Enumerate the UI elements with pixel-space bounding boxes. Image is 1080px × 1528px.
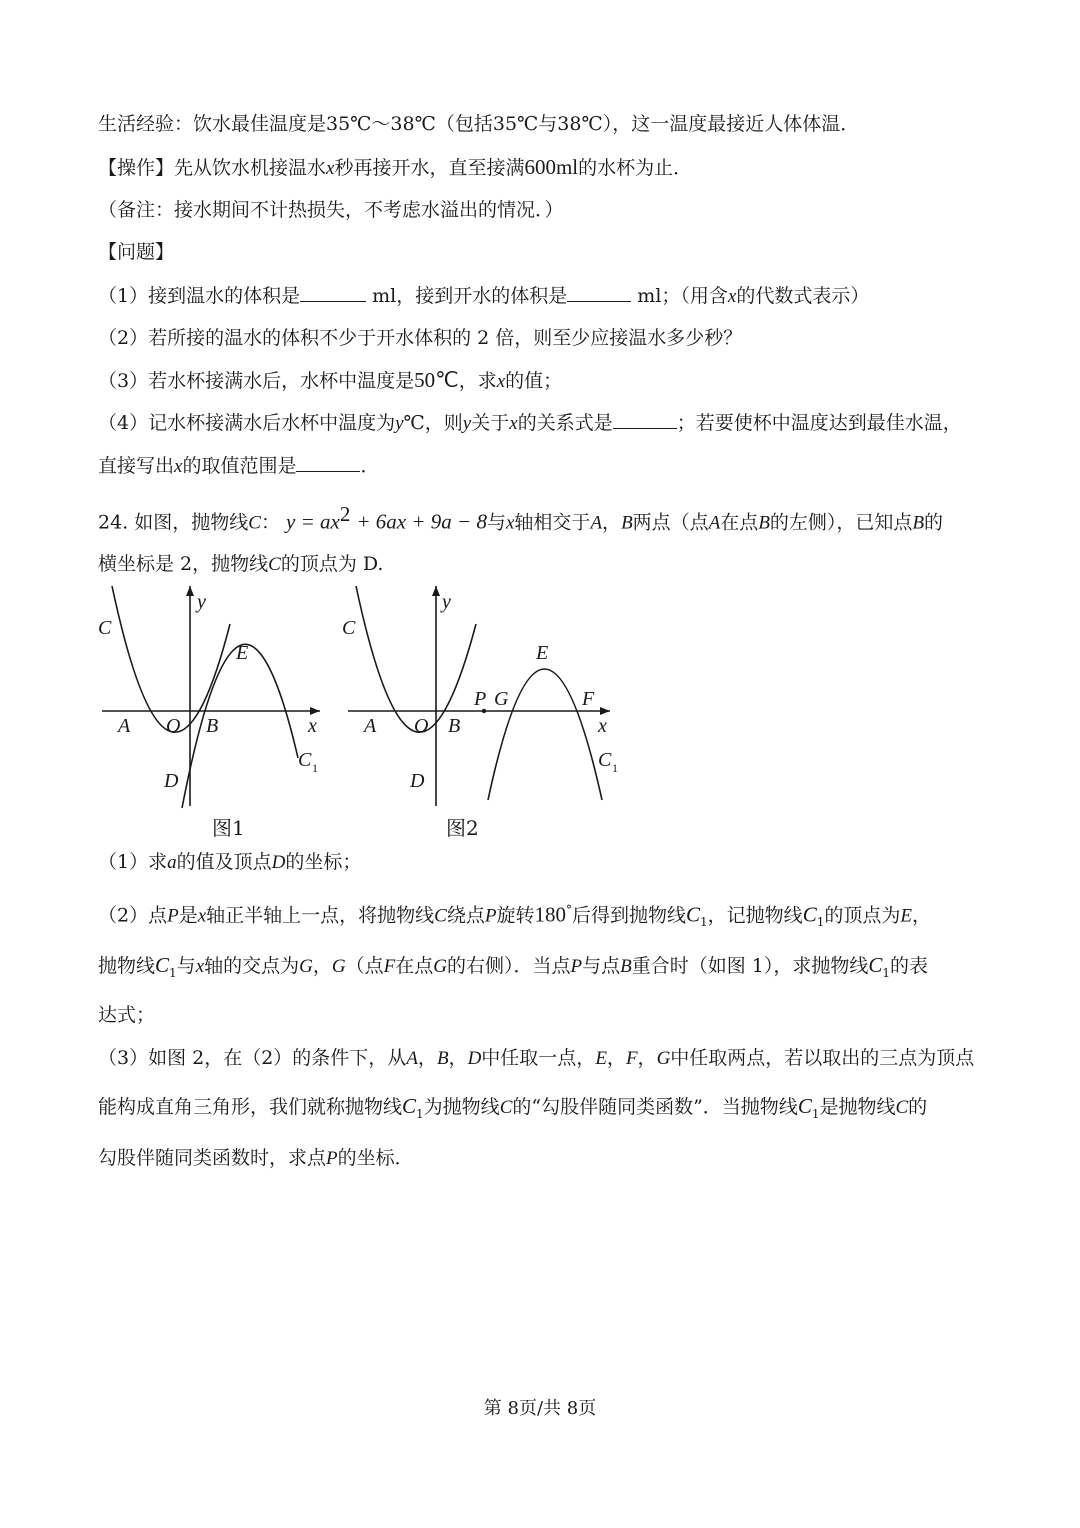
answer-blank bbox=[613, 410, 677, 429]
subquestion-2-cont: 抛物线$C_1$与x轴的交点为G，G（点F在点G的右侧）．当点P与点B重合时（如图 1），求抛物线$C_1$的表 bbox=[98, 953, 929, 980]
label-E: E bbox=[536, 642, 549, 664]
label-D: D bbox=[410, 770, 425, 792]
heading-question: 【问题】 bbox=[98, 241, 175, 263]
text-line-3: （备注：接水期间不计热损失，不考虑水溢出的情况．） bbox=[98, 199, 564, 221]
question-1: （1）接到温水的体积是 ml，接到开水的体积是 ml；（用含x的代数式表示） bbox=[98, 285, 870, 307]
label-C: C bbox=[342, 617, 356, 639]
subquestion-2: （2）点P是x轴正半轴上一点，将抛物线C绕点P旋转180°后得到抛物线$C_1$，记抛物线$C_1$的顶点为E， bbox=[98, 902, 931, 930]
question-4: （4）记水杯接满水后水杯中温度为y℃，则y关于x的关系式是 ；若要使杯中温度达到最佳水温， bbox=[98, 412, 962, 434]
label-F: F bbox=[582, 688, 595, 710]
label-O: O bbox=[166, 715, 181, 737]
label-D: D bbox=[164, 770, 179, 792]
problem-24-line-2: 横坐标是 2，抛物线C的顶点为 D. bbox=[98, 553, 384, 575]
subquestion-2-end: 达式； bbox=[98, 1004, 156, 1026]
subquestion-3: （3）如图 2，在（2）的条件下，从A，B，D中任取一点，E，F，G中任取两点，若以取出的三点为顶点 bbox=[98, 1047, 975, 1069]
question-2: （2）若所接的温水的体积不少于开水体积的 2 倍，则至少应接温水多少秒？ bbox=[98, 327, 743, 349]
label-C1-sub: 1 bbox=[312, 761, 318, 775]
label-C1: C bbox=[598, 749, 612, 771]
text-line-2: 【操作】先从饮水机接温水x秒再接开水，直至接满600ml的水杯为止． bbox=[98, 155, 693, 179]
label-A: A bbox=[118, 715, 131, 737]
answer-blank bbox=[300, 283, 366, 302]
label-E: E bbox=[236, 642, 249, 664]
label-y: y bbox=[197, 591, 206, 613]
subquestion-1: （1）求a的值及顶点D的坐标； bbox=[98, 851, 362, 873]
label-y: y bbox=[442, 591, 451, 613]
label-C1-sub: 1 bbox=[612, 761, 618, 775]
label-O: O bbox=[414, 715, 429, 737]
problem-24-line-1: 24. 如图，抛物线C： $y = ax^2 + 6ax + 9a - 8$与x轴相交于A，B两点（点A在点B的左侧），已知点B的 bbox=[98, 502, 944, 534]
text-line-1: 生活经验：饮水最佳温度是35℃～38℃（包括35℃与38℃），这一温度最接近人体体温． bbox=[98, 113, 860, 135]
question-3: （3）若水杯接满水后，水杯中温度是50℃，求x的值； bbox=[98, 368, 563, 392]
figure-1 bbox=[90, 578, 330, 818]
figure-2 bbox=[334, 578, 634, 818]
answer-blank bbox=[567, 283, 631, 302]
subquestion-3-cont: 能构成直角三角形，我们就称抛物线$C_1$为抛物线C的“勾股伴随同类函数”．当抛物线$C_1$是抛物线C的 bbox=[98, 1094, 928, 1121]
question-4-cont: 直接写出x的取值范围是 ． bbox=[98, 455, 380, 477]
label-C: C bbox=[98, 617, 112, 639]
label-C1: C bbox=[298, 749, 312, 771]
figure-2-caption: 图2 bbox=[446, 816, 479, 840]
subquestion-3-end: 勾股伴随同类函数时，求点P的坐标． bbox=[98, 1147, 414, 1169]
label-A: A bbox=[364, 715, 377, 737]
label-G: G bbox=[494, 688, 509, 710]
label-x: x bbox=[308, 715, 317, 737]
label-B: B bbox=[206, 715, 219, 737]
answer-blank bbox=[296, 453, 360, 472]
page-footer: 第 8页/共 8页 bbox=[483, 1398, 597, 1419]
label-B: B bbox=[448, 715, 461, 737]
label-x: x bbox=[598, 715, 607, 737]
figure-1-caption: 图1 bbox=[212, 816, 245, 840]
label-P: P bbox=[474, 688, 487, 710]
